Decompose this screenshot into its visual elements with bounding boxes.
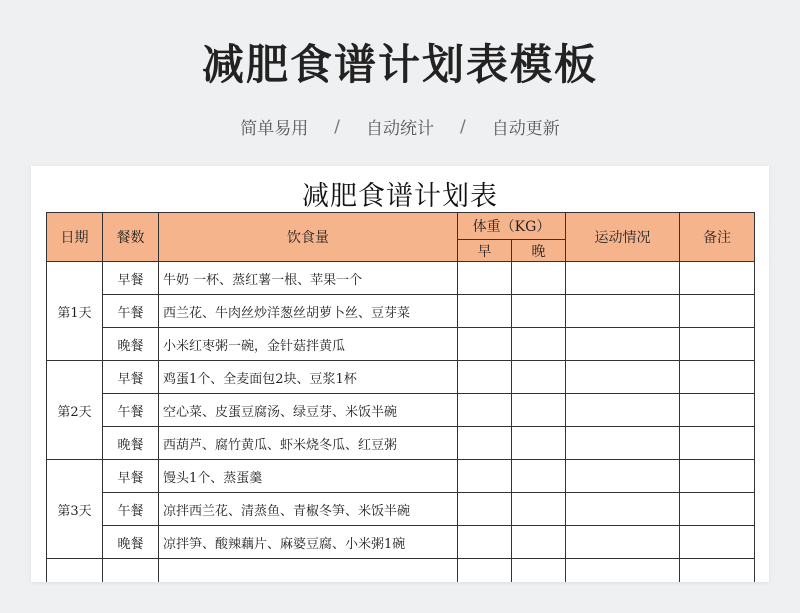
day-label[interactable]: [47, 559, 103, 583]
exercise-cell[interactable]: [566, 427, 680, 460]
meal-name[interactable]: 晚餐: [103, 526, 159, 559]
notes-cell[interactable]: [680, 328, 755, 361]
weight-morning-cell[interactable]: [458, 559, 512, 583]
food-cell[interactable]: 西兰花、牛肉丝炒洋葱丝胡萝卜丝、豆芽菜: [159, 295, 458, 328]
notes-cell[interactable]: [680, 262, 755, 295]
weight-morning-cell[interactable]: [458, 526, 512, 559]
table-row: [47, 262, 755, 295]
header-weight: 体重（KG）: [458, 213, 566, 240]
exercise-cell[interactable]: [566, 262, 680, 295]
weight-morning-cell[interactable]: [458, 460, 512, 493]
weight-evening-cell[interactable]: [512, 328, 566, 361]
food-cell[interactable]: 西葫芦、腐竹黄瓜、虾米烧冬瓜、红豆粥: [159, 427, 458, 460]
header-exercise: 运动情况: [566, 213, 680, 262]
food-cell[interactable]: 凉拌西兰花、清蒸鱼、青椒冬笋、米饭半碗: [159, 493, 458, 526]
table-row: [47, 427, 755, 460]
weight-evening-cell[interactable]: [512, 460, 566, 493]
tagline-item: 自动更新: [491, 119, 560, 139]
meal-name[interactable]: 午餐: [103, 295, 159, 328]
food-cell[interactable]: [159, 559, 458, 583]
weight-evening-cell[interactable]: [512, 262, 566, 295]
day-label[interactable]: 第1天: [47, 262, 103, 361]
meal-plan-table: [46, 212, 755, 582]
meal-name[interactable]: 晚餐: [103, 328, 159, 361]
food-cell[interactable]: 馒头1个、蒸蛋羹: [159, 460, 458, 493]
food-cell[interactable]: 空心菜、皮蛋豆腐汤、绿豆芽、米饭半碗: [159, 394, 458, 427]
food-cell[interactable]: 小米红枣粥一碗，金针菇拌黄瓜: [159, 328, 458, 361]
notes-cell[interactable]: [680, 559, 755, 583]
weight-evening-cell[interactable]: [512, 526, 566, 559]
header-food: 饮食量: [159, 213, 458, 262]
header-notes: 备注: [680, 213, 755, 262]
tagline-item: 简单易用: [240, 119, 309, 139]
exercise-cell[interactable]: [566, 295, 680, 328]
exercise-cell[interactable]: [566, 493, 680, 526]
tagline-separator: /: [334, 116, 340, 137]
table-row: [47, 361, 755, 394]
meal-name[interactable]: 午餐: [103, 493, 159, 526]
food-cell[interactable]: 鸡蛋1个、全麦面包2块、豆浆1杯: [159, 361, 458, 394]
header-weight-morning: 早: [458, 240, 512, 262]
sheet-title: 减肥食谱计划表: [302, 181, 498, 212]
exercise-cell[interactable]: [566, 328, 680, 361]
tagline-item: 自动统计: [366, 119, 434, 139]
weight-evening-cell[interactable]: [512, 361, 566, 394]
notes-cell[interactable]: [680, 526, 755, 559]
meal-name[interactable]: 午餐: [103, 394, 159, 427]
meal-name[interactable]: 早餐: [103, 460, 159, 493]
notes-cell[interactable]: [680, 394, 755, 427]
header-weight-evening: 晚: [512, 240, 566, 262]
table-row: [47, 328, 755, 361]
weight-evening-cell[interactable]: [512, 295, 566, 328]
header-date: 日期: [47, 213, 103, 262]
exercise-cell[interactable]: [566, 526, 680, 559]
table-row: [47, 295, 755, 328]
meal-name[interactable]: 早餐: [103, 361, 159, 394]
notes-cell[interactable]: [680, 493, 755, 526]
weight-evening-cell[interactable]: [512, 559, 566, 583]
notes-cell[interactable]: [680, 460, 755, 493]
day-label[interactable]: 第3天: [47, 460, 103, 559]
exercise-cell[interactable]: [566, 460, 680, 493]
notes-cell[interactable]: [680, 295, 755, 328]
weight-morning-cell[interactable]: [458, 361, 512, 394]
table-row: [47, 559, 755, 583]
table-row: [47, 394, 755, 427]
food-cell[interactable]: 凉拌笋、酸辣藕片、麻婆豆腐、小米粥1碗: [159, 526, 458, 559]
notes-cell[interactable]: [680, 427, 755, 460]
weight-morning-cell[interactable]: [458, 493, 512, 526]
tagline: [0, 114, 800, 139]
weight-morning-cell[interactable]: [458, 295, 512, 328]
table-row: [47, 526, 755, 559]
exercise-cell[interactable]: [566, 559, 680, 583]
meal-name[interactable]: [103, 559, 159, 583]
page-title: 减肥食谱计划表模板: [201, 40, 598, 89]
weight-morning-cell[interactable]: [458, 427, 512, 460]
food-cell[interactable]: 牛奶 一杯、蒸红薯一根、苹果一个: [159, 262, 458, 295]
weight-morning-cell[interactable]: [458, 262, 512, 295]
table-row: [47, 460, 755, 493]
notes-cell[interactable]: [680, 361, 755, 394]
meal-name[interactable]: 晚餐: [103, 427, 159, 460]
weight-evening-cell[interactable]: [512, 427, 566, 460]
weight-evening-cell[interactable]: [512, 493, 566, 526]
meal-name[interactable]: 早餐: [103, 262, 159, 295]
weight-morning-cell[interactable]: [458, 328, 512, 361]
spreadsheet-preview: [31, 166, 769, 582]
table-row: [47, 493, 755, 526]
header-meal: 餐数: [103, 213, 159, 262]
tagline-separator: /: [460, 116, 466, 137]
exercise-cell[interactable]: [566, 361, 680, 394]
exercise-cell[interactable]: [566, 394, 680, 427]
weight-morning-cell[interactable]: [458, 394, 512, 427]
day-label[interactable]: 第2天: [47, 361, 103, 460]
weight-evening-cell[interactable]: [512, 394, 566, 427]
